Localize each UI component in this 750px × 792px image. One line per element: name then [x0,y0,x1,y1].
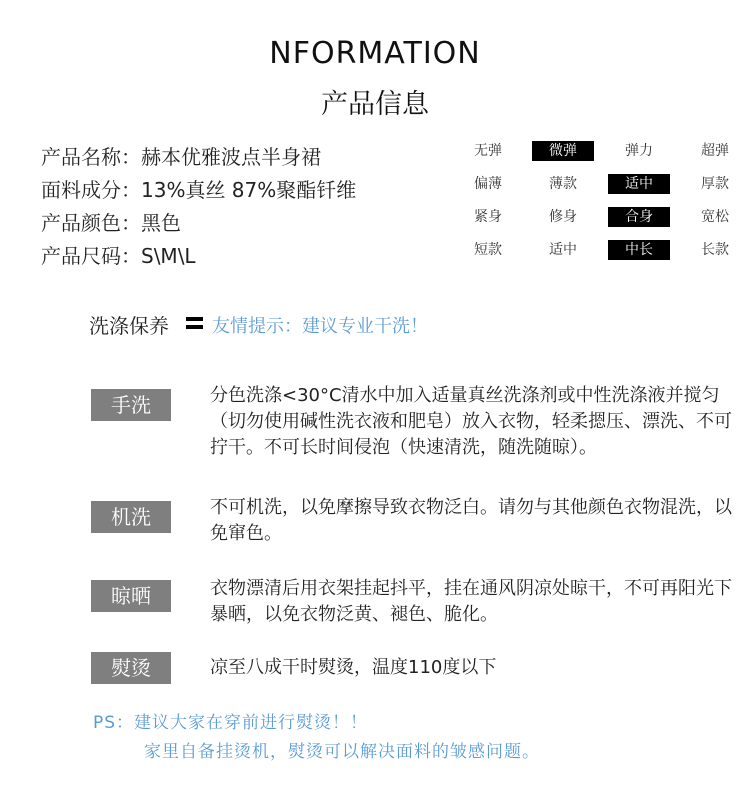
title-chinese: 产品信息 [321,89,429,120]
care-desc-hand-wash: 分色洗涤<30°C清水中加入适量真丝洗涤剂或中性洗涤液并搅匀（切勿使用碱性洗衣液和肥皂）放入衣物，轻柔摁压、漂洗、不可拧干。不可长时间侵泡（快速清洗，随洗随晾）。 [210,385,732,458]
attr-fit-option: 修身 [549,209,577,225]
info-label: 面料成分： [41,178,141,202]
care-desc-machine-wash: 不可机洗，以免摩擦导致衣物泛白。请勿与其他颜色衣物混洗，以免窜色。 [210,497,732,544]
info-value: 13%真丝 87%聚酯钎维 [141,178,357,202]
attr-thickness-option-selected: 适中 [608,174,670,194]
attr-fit-option: 宽松 [701,209,729,225]
info-label: 产品尺码： [41,244,141,268]
attr-length-option: 长款 [701,242,729,258]
attr-fit-option: 紧身 [474,209,502,225]
equals-icon-bar-top [186,317,203,321]
title-english: NFORMATION [269,36,481,71]
equals-icon-bar-bottom [186,325,203,329]
info-value: S\M\L [141,244,196,268]
info-row-name [41,141,321,170]
info-label: 产品颜色： [41,211,141,235]
attr-elasticity-option: 超弹 [701,143,729,159]
attr-elasticity-option-selected: 微弹 [532,141,594,161]
care-label-ironing: 熨烫 [91,652,171,684]
info-label: 产品名称： [41,145,141,169]
care-desc-ironing: 凉至八成干时熨烫，温度110度以下 [210,657,497,678]
care-desc-drying: 衣物漂清后用衣架挂起抖平，挂在通风阴凉处晾干，不可再阳光下暴晒，以免衣物泛黄、褪色、脆化。 [210,578,732,625]
care-section-title: 洗涤保养 [89,314,169,338]
attr-fit-option-selected: 合身 [608,207,670,227]
attr-thickness-option: 薄款 [549,176,577,192]
care-label-hand-wash: 手洗 [91,389,171,421]
attr-elasticity-option: 无弹 [474,143,502,159]
info-value: 黑色 [141,211,181,235]
info-row-fabric [41,174,356,203]
attr-thickness-option: 厚款 [701,176,729,192]
attr-length-option: 适中 [549,242,577,258]
attr-length-option-selected: 中长 [608,240,670,260]
attr-thickness-option: 偏薄 [474,176,502,192]
info-row-size [41,240,196,269]
info-row-color [41,207,181,236]
attr-length-option: 短款 [474,242,502,258]
ps-note-line1: PS：建议大家在穿前进行熨烫！！ [93,713,369,733]
care-label-machine-wash: 机洗 [91,501,171,533]
care-label-drying: 晾晒 [91,580,171,612]
ps-note-line2: 家里自备挂烫机，熨烫可以解决面料的皱感问题。 [144,742,540,762]
info-value: 赫本优雅波点半身裙 [141,145,321,169]
care-tip: 友情提示：建议专业干洗！ [212,316,428,337]
attr-elasticity-option: 弹力 [625,143,653,159]
